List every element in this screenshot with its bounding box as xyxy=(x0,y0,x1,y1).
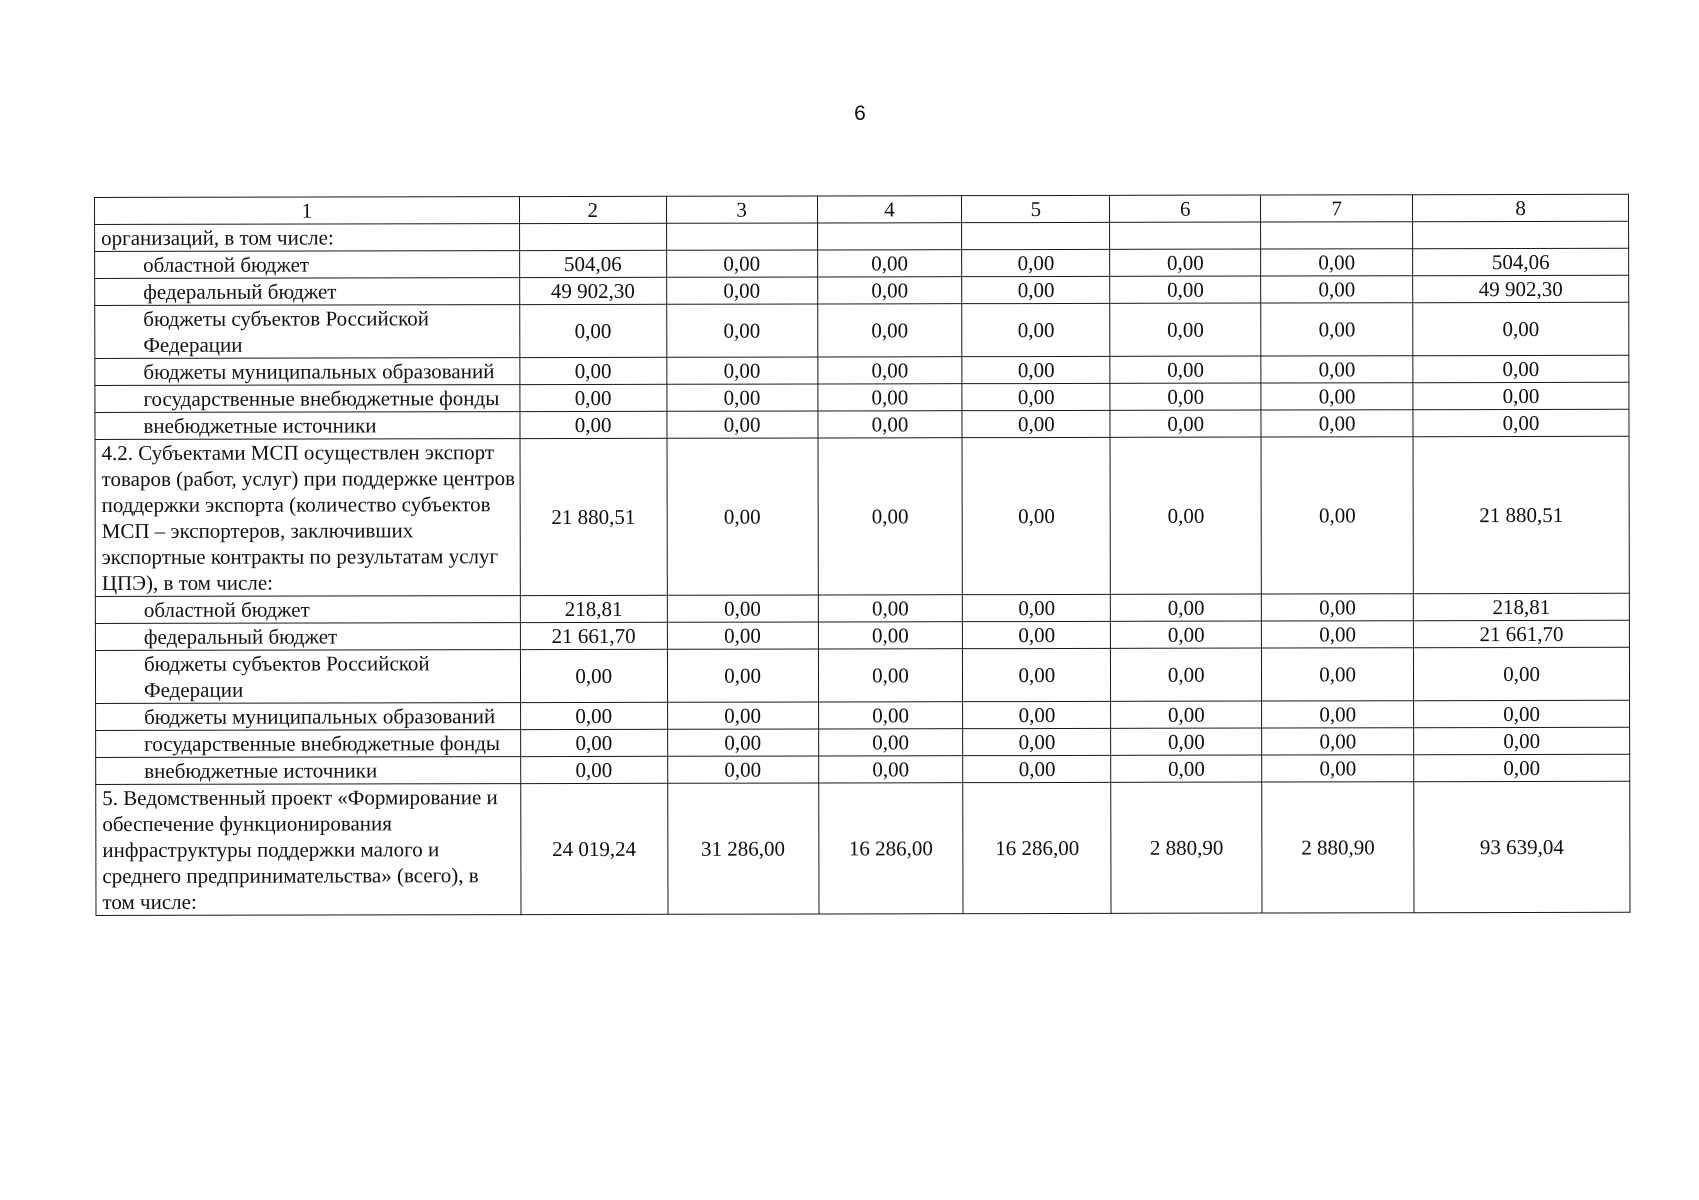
value-cell: 0,00 xyxy=(1111,728,1262,755)
value-cell: 0,00 xyxy=(1414,727,1630,754)
row-label: 4.2. Субъектами МСП осуществлен экспорт товаров (работ, услуг) при поддержке центров поддержки экспорта (количество субъектов МСП – экспортеров, заключивших экспортные контракты по результатам услуг ЦПЭ), в том числе: xyxy=(95,439,520,597)
table-row xyxy=(95,275,1629,305)
value-cell: 0,00 xyxy=(1111,648,1262,701)
value-cell: 0,00 xyxy=(667,756,818,783)
value-cell: 0,00 xyxy=(666,250,817,277)
value-cell: 0,00 xyxy=(1111,755,1262,782)
value-cell: 21 661,70 xyxy=(520,622,667,649)
table-row xyxy=(95,409,1629,439)
value-cell: 0,00 xyxy=(1261,437,1413,594)
value-cell: 0,00 xyxy=(817,357,962,384)
value-cell: 0,00 xyxy=(1414,700,1630,727)
table-row xyxy=(95,593,1629,623)
value-cell: 0,00 xyxy=(519,304,666,357)
value-cell: 21 661,70 xyxy=(1413,620,1629,647)
value-cell: 0,00 xyxy=(963,594,1111,621)
value-cell: 0,00 xyxy=(962,276,1110,303)
value-cell: 504,06 xyxy=(1413,248,1629,275)
table-row xyxy=(95,221,1629,251)
page-number: 6 xyxy=(854,102,866,125)
value-cell: 0,00 xyxy=(818,438,963,595)
value-cell: 0,00 xyxy=(1262,701,1414,728)
value-cell: 0,00 xyxy=(962,437,1110,594)
value-cell: 0,00 xyxy=(818,649,963,702)
value-cell: 0,00 xyxy=(963,728,1111,755)
value-cell: 0,00 xyxy=(818,595,963,622)
value-cell: 0,00 xyxy=(667,622,818,649)
value-cell: 0,00 xyxy=(818,702,963,729)
value-cell: 0,00 xyxy=(817,304,962,357)
column-number-header: 1 xyxy=(95,197,520,225)
value-cell: 0,00 xyxy=(1111,621,1262,648)
value-cell: 0,00 xyxy=(667,384,818,411)
value-cell: 0,00 xyxy=(1413,382,1629,409)
row-label: федеральный бюджет xyxy=(95,623,520,651)
value-cell: 0,00 xyxy=(520,357,667,384)
value-cell: 0,00 xyxy=(666,357,817,384)
row-label: организаций, в том числе: xyxy=(95,224,520,252)
value-cell: 0,00 xyxy=(1110,410,1261,437)
value-cell: 0,00 xyxy=(1110,437,1261,594)
value-cell: 0,00 xyxy=(962,410,1110,437)
budget-table xyxy=(94,194,1631,916)
value-cell: 0,00 xyxy=(1261,249,1413,276)
value-cell: 0,00 xyxy=(962,249,1110,276)
value-cell: 0,00 xyxy=(818,756,963,783)
value-cell: 0,00 xyxy=(1413,409,1629,436)
column-number-header: 3 xyxy=(666,196,817,223)
column-number-header: 4 xyxy=(817,196,962,223)
column-number-header: 8 xyxy=(1413,194,1629,221)
value-cell: 0,00 xyxy=(1413,355,1629,382)
value-cell xyxy=(817,223,962,250)
value-cell: 0,00 xyxy=(667,649,818,702)
table-row xyxy=(95,436,1629,596)
column-number-header-row xyxy=(95,194,1629,224)
value-cell: 0,00 xyxy=(666,304,817,357)
column-number-header: 7 xyxy=(1261,195,1413,222)
row-label: внебюджетные источники xyxy=(95,412,520,440)
value-cell: 0,00 xyxy=(963,755,1111,782)
value-cell: 0,00 xyxy=(1262,594,1414,621)
value-cell: 0,00 xyxy=(817,277,962,304)
value-cell: 0,00 xyxy=(520,411,667,438)
value-cell: 0,00 xyxy=(520,384,667,411)
value-cell: 0,00 xyxy=(667,595,818,622)
table-row xyxy=(95,355,1629,385)
value-cell: 0,00 xyxy=(520,729,667,756)
value-cell: 0,00 xyxy=(667,729,818,756)
value-cell: 0,00 xyxy=(1262,621,1414,648)
table-row xyxy=(96,781,1630,915)
value-cell: 0,00 xyxy=(520,756,667,783)
value-cell: 0,00 xyxy=(666,277,817,304)
value-cell: 0,00 xyxy=(1414,754,1630,781)
table-row xyxy=(95,620,1629,650)
table-row xyxy=(95,382,1629,412)
value-cell: 0,00 xyxy=(1261,356,1413,383)
value-cell: 0,00 xyxy=(667,411,818,438)
column-number-header: 6 xyxy=(1110,195,1261,222)
value-cell: 0,00 xyxy=(1111,701,1262,728)
table-row xyxy=(95,248,1629,278)
value-cell: 0,00 xyxy=(962,383,1110,410)
value-cell: 21 880,51 xyxy=(520,438,667,595)
value-cell: 0,00 xyxy=(520,702,667,729)
row-label: бюджеты субъектов Российской Федерации xyxy=(95,305,520,359)
row-label: бюджеты муниципальных образований xyxy=(95,358,520,386)
value-cell: 0,00 xyxy=(667,438,818,595)
value-cell xyxy=(1261,222,1413,249)
value-cell: 0,00 xyxy=(817,250,962,277)
value-cell: 0,00 xyxy=(1110,383,1261,410)
value-cell: 0,00 xyxy=(1262,755,1414,782)
row-label: государственные внебюджетные фонды xyxy=(96,730,521,758)
value-cell: 21 880,51 xyxy=(1413,436,1629,593)
table-row xyxy=(96,754,1630,784)
value-cell: 0,00 xyxy=(667,702,818,729)
value-cell: 16 286,00 xyxy=(963,782,1111,913)
row-label: бюджеты муниципальных образований xyxy=(96,703,521,731)
row-label: областной бюджет xyxy=(95,596,520,624)
value-cell: 2 880,90 xyxy=(1111,782,1262,913)
table-row xyxy=(95,302,1629,358)
value-cell: 0,00 xyxy=(1261,410,1413,437)
value-cell: 0,00 xyxy=(963,621,1111,648)
value-cell: 0,00 xyxy=(818,729,963,756)
value-cell: 0,00 xyxy=(1261,303,1413,356)
value-cell: 93 639,04 xyxy=(1414,781,1630,912)
value-cell: 0,00 xyxy=(1262,648,1414,701)
value-cell: 0,00 xyxy=(1110,249,1261,276)
value-cell: 2 880,90 xyxy=(1262,782,1414,913)
row-label: 5. Ведомственный проект «Формирование и обеспечение функционирования инфраструктуры поддержки малого и среднего предпринимательства» (всего), в том числе: xyxy=(96,784,521,916)
value-cell: 0,00 xyxy=(962,356,1110,383)
value-cell: 0,00 xyxy=(962,303,1110,356)
value-cell: 0,00 xyxy=(1261,276,1413,303)
value-cell: 49 902,30 xyxy=(1413,275,1629,302)
value-cell: 0,00 xyxy=(1111,594,1262,621)
value-cell: 0,00 xyxy=(817,411,962,438)
column-number-header: 5 xyxy=(962,195,1110,222)
value-cell: 16 286,00 xyxy=(818,783,963,914)
column-number-header: 2 xyxy=(519,196,666,223)
value-cell: 0,00 xyxy=(1110,356,1261,383)
value-cell: 0,00 xyxy=(520,649,667,702)
table-row xyxy=(95,647,1629,703)
value-cell: 24 019,24 xyxy=(520,783,667,914)
value-cell: 0,00 xyxy=(1262,728,1414,755)
value-cell: 49 902,30 xyxy=(519,277,666,304)
value-cell: 31 286,00 xyxy=(667,783,818,914)
value-cell xyxy=(962,222,1110,249)
value-cell xyxy=(1110,222,1261,249)
value-cell: 0,00 xyxy=(1110,276,1261,303)
value-cell: 0,00 xyxy=(818,622,963,649)
row-label: бюджеты субъектов Российской Федерации xyxy=(95,650,520,704)
value-cell: 0,00 xyxy=(1261,383,1413,410)
row-label: областной бюджет xyxy=(95,251,520,279)
value-cell: 504,06 xyxy=(519,250,666,277)
value-cell: 0,00 xyxy=(1110,303,1261,356)
value-cell: 218,81 xyxy=(520,595,667,622)
row-label: внебюджетные источники xyxy=(96,757,521,785)
value-cell xyxy=(666,223,817,250)
value-cell: 0,00 xyxy=(817,384,962,411)
value-cell xyxy=(1413,221,1629,248)
value-cell: 218,81 xyxy=(1413,593,1629,620)
value-cell: 0,00 xyxy=(963,701,1111,728)
value-cell: 0,00 xyxy=(1413,302,1629,355)
row-label: государственные внебюджетные фонды xyxy=(95,385,520,413)
value-cell: 0,00 xyxy=(963,648,1111,701)
value-cell xyxy=(519,223,666,250)
table-row xyxy=(96,700,1630,730)
row-label: федеральный бюджет xyxy=(95,278,520,306)
value-cell: 0,00 xyxy=(1414,647,1630,700)
table-row xyxy=(96,727,1630,757)
